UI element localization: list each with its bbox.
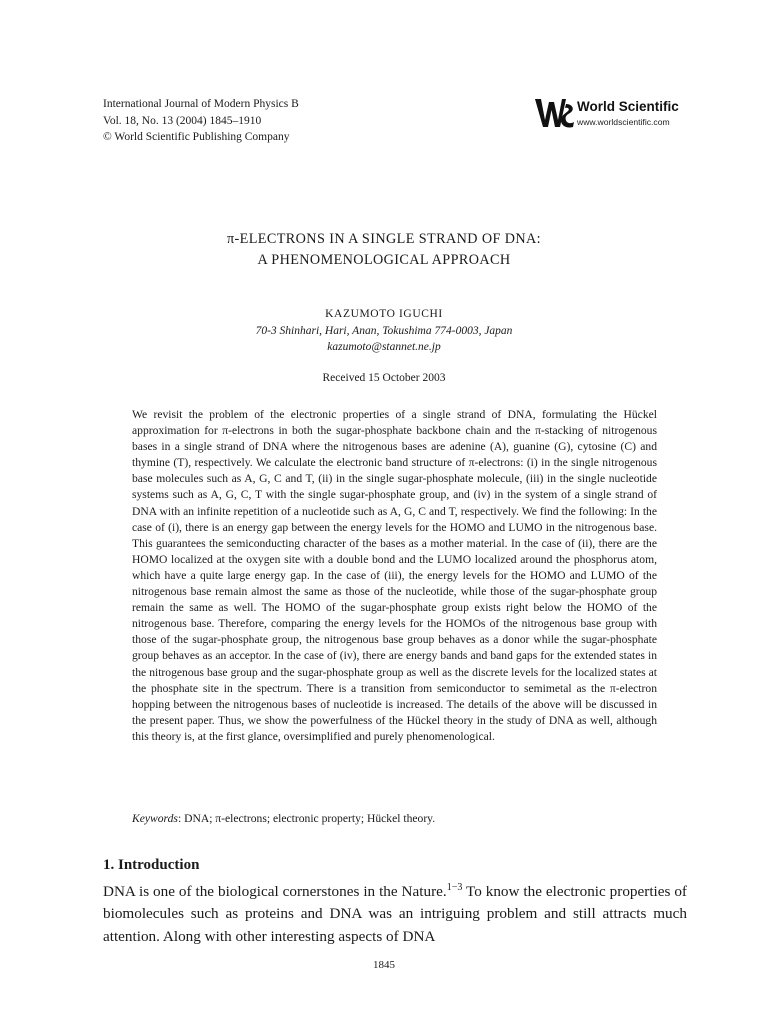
journal-info [103,96,299,146]
keywords [132,812,657,825]
publisher-url: www.worldscientific.com [577,117,670,127]
journal-volume: Vol. 18, No. 13 (2004) 1845–1910 [103,114,262,127]
title-line-2: A PHENOMENOLOGICAL APPROACH [257,252,511,268]
author-affiliation: 70-3 Shinhari, Hari, Anan, Tokushima 774-0003, Japan [255,324,513,337]
journal-name: International Journal of Modern Physics B [103,98,299,110]
publisher-logo [533,96,693,132]
keywords-label: Keywords [132,812,178,825]
journal-copyright: © World Scientific Publishing Company [103,131,290,143]
page-number: 1845 [373,959,395,971]
publisher-name: World Scientific [577,99,679,114]
received-date: Received 15 October 2003 [322,372,446,384]
title-line-1: π-ELECTRONS IN A SINGLE STRAND OF DNA: [226,231,541,247]
paper-title [0,229,768,271]
abstract: We revisit the problem of the electronic properties of a single strand of DNA, formulating the Hückel approximation for π-electrons in both the sugar-phosphate backbone chain and the π-stacking of nitrogenous bases in a single strand of DNA where the nitrogenous bases are adenine (A), guanine (G), cytosine (C) and thymine (T), respectively. We calculate the electronic band structure of π-electrons: (i) in the single nitrogenous base molecules such as A, G, C and T, (ii) in the single sugar-phosphate molecule, (iii) in the single nucleotide systems such as A, G, C, T with the single sugar-phosphate group, and (iv) in the system of a single strand of DNA with an infinite repetition of a nucleotide such as A, G, C and T, respectively. We find the following: In the case of (i), there is an energy gap between the energy levels for the HOMO and LUMO in the nitrogenous base. This guarantees the semiconducting character of the bases as a mother material. In the case of (ii), there are the HOMO localized at the oxygen site with a double bond and the LUMO localized around the phosphorus atom, which have a quite large energy gap. In the case of (iii), the energy levels for the HOMO and LUMO of the nitrogenous base remain almost the same as those of the nucleotide, while those of the sugar-phosphate group remain the same as well. The HOMO of the sugar-phosphate group exists right below the HOMO of the nitrogenous base. Therefore, comparing the energy levels for the HOMOs of the nitrogenous base group with those of the sugar-phosphate group, the nitrogenous base group behaves as a donor while the sugar-phosphate group behaves as an acceptor. In the case of (iv), there are energy bands and band gaps for the extended states in the nitrogenous base group and the sugar-phosphate group as well as the discrete levels for the localized states at the phosphate site in the spectrum. There is a transition from semiconductor to semimetal as the π-electron hopping between the nitrogenous bases of nucleotide is increased. The details of the above will be discussed in the present paper. Thus, we show the powerfulness of the Hückel theory in the study of DNA as well, although this theory is, at the first glance, oversimplified and purely phenomenological. [132,408,657,743]
world-scientific-logo-icon [533,96,575,130]
author-email: kazumoto@stannet.ne.jp [327,341,441,353]
author-block [0,306,768,356]
intro-text-part2: To know the electronic properties of biomolecules such as proteins and DNA was an intriguing problem and still attracts much attention. Along with other interesting aspects of DNA [103,883,687,945]
section-heading: 1. Introduction [103,857,200,873]
author-name: KAZUMOTO IGUCHI [325,308,443,320]
keywords-text: : DNA; π-electrons; electronic property; Hückel theory. [177,812,436,825]
intro-paragraph [103,881,687,948]
citation-ref: 1−3 [446,882,463,893]
intro-text-part1: DNA is one of the biological cornerstones in the Nature. [103,883,447,900]
